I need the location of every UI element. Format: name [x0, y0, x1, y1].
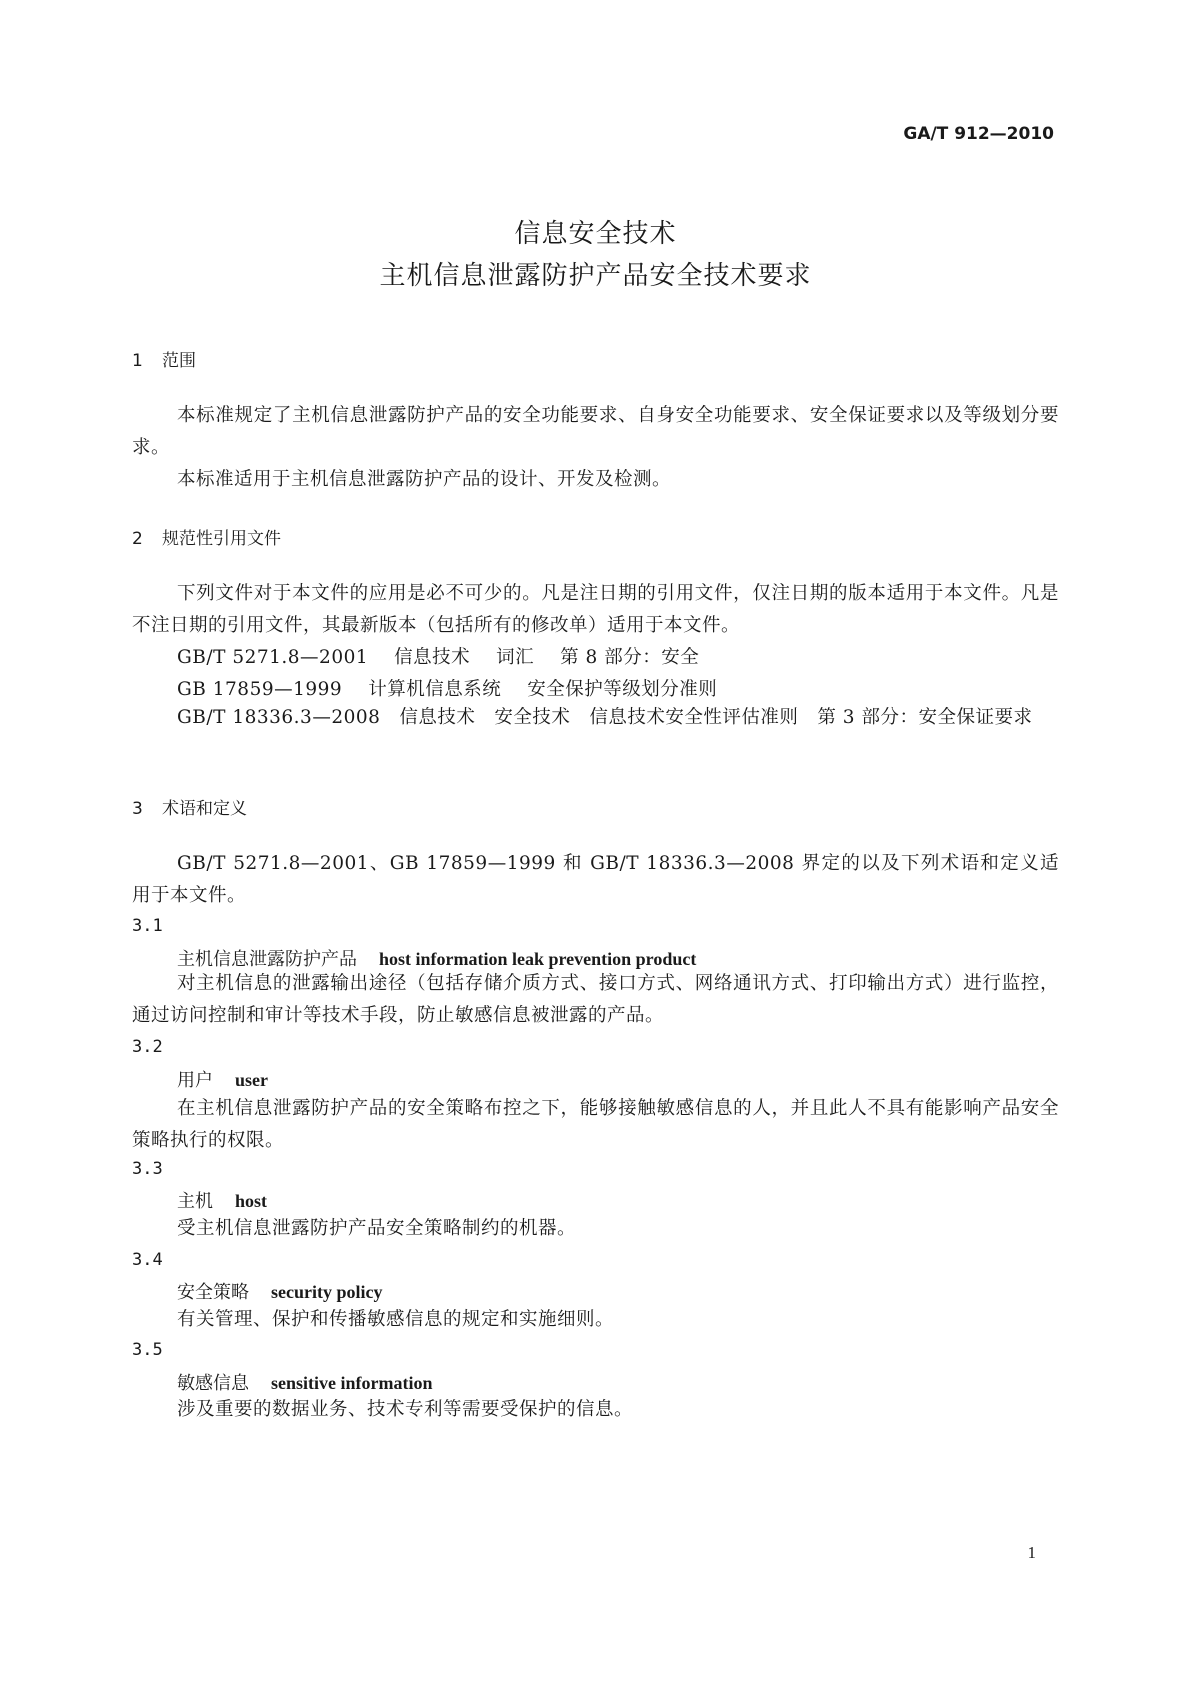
section-number: 3 [132, 799, 143, 819]
term-zh: 安全策略 [177, 1282, 249, 1303]
term-zh: 敏感信息 [177, 1373, 249, 1394]
section-2-para-1: 下列文件对于本文件的应用是必不可少的。凡是注日期的引用文件，仅注日期的版本适用于本文件。凡是不注日期的引用文件，其最新版本（包括所有的修改单）适用于本文件。 [132, 583, 1059, 636]
term-number: 3.5 [132, 1340, 163, 1360]
term-number: 3.1 [132, 916, 163, 936]
term-number: 3.2 [132, 1037, 163, 1057]
term-number: 3.3 [132, 1159, 163, 1179]
section-title: 范围 [162, 351, 196, 371]
reference-part: 词汇 [496, 647, 535, 668]
reference-code: GB/T 5271.8—2001 [177, 647, 369, 668]
normative-reference-3: GB/T 18336.3—2008 信息技术 安全技术 信息技术安全性评估准则 第 3 部分：安全保证要求 [177, 707, 1033, 728]
normative-reference-1 [132, 642, 1059, 674]
reference-part: 计算机信息系统 [368, 679, 502, 700]
term-title [177, 1066, 268, 1092]
section-2-heading [132, 524, 281, 549]
term-title [177, 1187, 267, 1213]
term-zh: 用户 [177, 1070, 213, 1091]
section-1-heading [132, 346, 196, 371]
term-definition: 受主机信息泄露防护产品安全策略制约的机器。 [177, 1218, 577, 1239]
term-number: 3.4 [132, 1250, 163, 1270]
section-number: 1 [132, 351, 143, 371]
term-en: security policy [271, 1282, 383, 1302]
standard-code: GA/T 912—2010 [903, 124, 1054, 144]
reference-part: 第 8 部分：安全 [560, 647, 700, 668]
term-title [177, 1278, 382, 1304]
page-number: 1 [1027, 1543, 1036, 1562]
section-1-para-2: 本标准适用于主机信息泄露防护产品的设计、开发及检测。 [177, 469, 672, 490]
section-title: 术语和定义 [162, 799, 247, 819]
term-definition: 对主机信息的泄露输出途径（包括存储介质方式、接口方式、网络通讯方式、打印输出方式）进行监控，通过访问控制和审计等技术手段，防止敏感信息被泄露的产品。 [132, 973, 1059, 1026]
section-3-para-1: GB/T 5271.8—2001、GB 17859—1999 和 GB/T 18336.3—2008 界定的以及下列术语和定义适用于本文件。 [132, 853, 1059, 906]
term-zh: 主机 [177, 1191, 213, 1212]
section-title: 规范性引用文件 [162, 529, 281, 549]
document-title-line2: 主机信息泄露防护产品安全技术要求 [379, 261, 812, 291]
section-3-heading [132, 794, 247, 819]
term-definition: 在主机信息泄露防护产品的安全策略布控之下，能够接触敏感信息的人，并且此人不具有能影响产品安全策略执行的权限。 [132, 1098, 1059, 1151]
term-definition: 涉及重要的数据业务、技术专利等需要受保护的信息。 [177, 1399, 634, 1420]
term-en: host information leak prevention product [379, 949, 697, 969]
section-number: 2 [132, 529, 143, 549]
term-title [177, 1369, 433, 1395]
reference-code: GB 17859—1999 [177, 679, 343, 700]
term-zh: 主机信息泄露防护产品 [177, 949, 357, 970]
term-en: sensitive information [271, 1373, 433, 1393]
term-definition: 有关管理、保护和传播敏感信息的规定和实施细则。 [177, 1309, 615, 1330]
term-en: host [235, 1191, 268, 1211]
reference-part: 信息技术 [394, 647, 471, 668]
document-title-line1: 信息安全技术 [514, 219, 677, 249]
term-en: user [235, 1070, 268, 1090]
section-1-para-1: 本标准规定了主机信息泄露防护产品的安全功能要求、自身安全功能要求、安全保证要求以及等级划分要求。 [132, 405, 1059, 458]
reference-part: 安全保护等级划分准则 [527, 679, 718, 700]
